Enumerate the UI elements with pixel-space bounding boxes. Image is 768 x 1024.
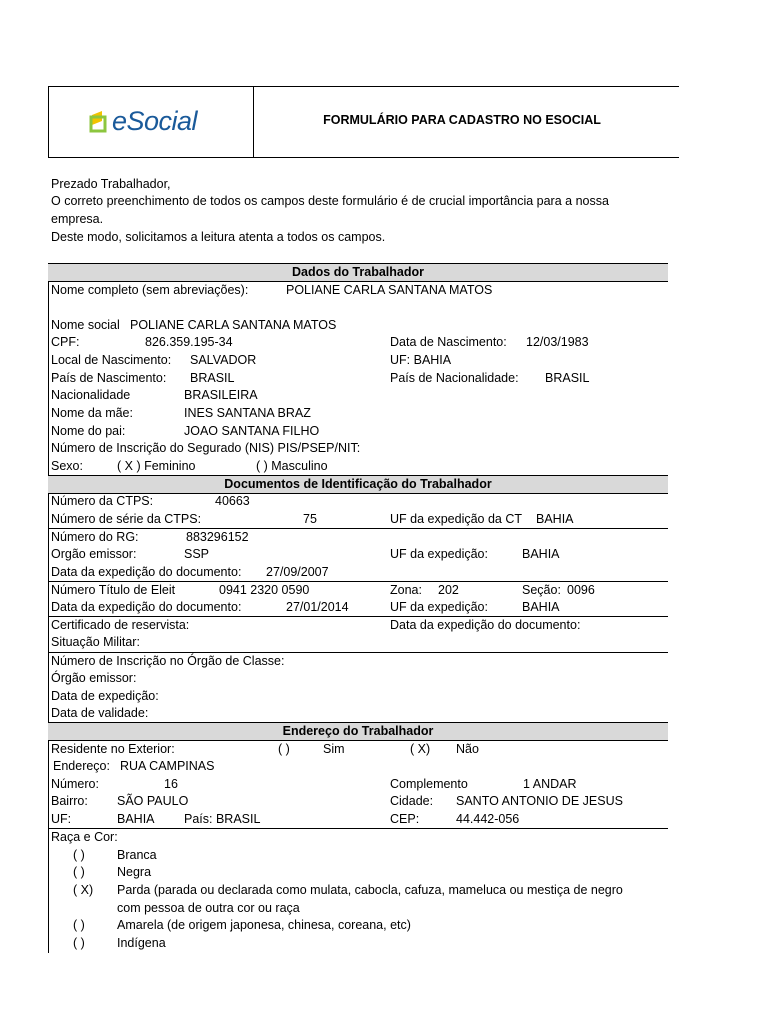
- intro-text-2: empresa.: [51, 212, 104, 226]
- cidade-label: Cidade:: [390, 794, 434, 808]
- titulo-data-value: 27/01/2014: [286, 600, 349, 614]
- cep-value: 44.442-056: [456, 812, 520, 826]
- ctps-uf-value: BAHIA: [536, 512, 574, 526]
- cidade-value: SANTO ANTONIO DE JESUS: [456, 794, 623, 808]
- reservista-data-label: Data da expedição do documento:: [390, 618, 581, 632]
- titulo-data-label: Data da expedição do documento:: [51, 600, 242, 614]
- rg-uf-label: UF da expedição:: [390, 547, 488, 561]
- titulo-value: 0941 2320 0590: [219, 583, 310, 597]
- titulo-uf-value: BAHIA: [522, 600, 560, 614]
- reservista-label: Certificado de reservista:: [51, 618, 190, 632]
- intro-text-3: Deste modo, solicitamos a leitura atenta a todos os campos.: [51, 230, 386, 244]
- nome-social-value: POLIANE CARLA SANTANA MATOS: [130, 318, 337, 332]
- local-nascimento-value: SALVADOR: [190, 353, 257, 367]
- divider: [48, 528, 668, 529]
- zona-value: 202: [438, 583, 459, 597]
- rg-data-value: 27/09/2007: [266, 565, 329, 579]
- titulo-label: Número Título de Eleit: [51, 583, 176, 597]
- pais-nascimento-label: País de Nascimento:: [51, 371, 167, 385]
- titulo-uf-label: UF da expedição:: [390, 600, 488, 614]
- secao-label: Seção:: [522, 583, 561, 597]
- nascimento-label: Data de Nascimento:: [390, 335, 507, 349]
- sexo-label: Sexo:: [51, 459, 83, 473]
- sexo-masculino: ( ) Masculino: [256, 459, 328, 473]
- endereco-value: RUA CAMPINAS: [120, 759, 215, 773]
- esocial-logo: [88, 106, 197, 136]
- raca-option-label: Parda (parada ou declarada como mulata, cabocla, cafuza, mameluca ou mestiça de negro: [117, 883, 623, 897]
- uf-nascimento: UF: BAHIA: [390, 353, 452, 367]
- raca-cor-label: Raça e Cor:: [51, 830, 118, 844]
- sexo-feminino: ( X ) Feminino: [117, 459, 196, 473]
- nacionalidade-value: BRASILEIRA: [184, 388, 258, 402]
- nis-label: Número de Inscrição do Segurado (NIS) PIS/PSEP/NIT:: [51, 441, 361, 455]
- bairro-label: Bairro:: [51, 794, 88, 808]
- uf-label: UF:: [51, 812, 72, 826]
- pais-nacionalidade-label: País de Nacionalidade:: [390, 371, 519, 385]
- orgao-emissor-value: SSP: [184, 547, 210, 561]
- mae-label: Nome da mãe:: [51, 406, 133, 420]
- raca-option-label: Branca: [117, 848, 157, 862]
- nascimento-value: 12/03/1983: [526, 335, 589, 349]
- raca-option-checkbox: ( X): [73, 883, 94, 897]
- pais-label: País: BRASIL: [184, 812, 261, 826]
- ctps-serie-label: Número de série da CTPS:: [51, 512, 202, 526]
- ctps-uf-label: UF da expedição da CT: [390, 512, 523, 526]
- orgao-classe-label: Número de Inscrição no Órgão de Classe:: [51, 654, 285, 668]
- esocial-logo-icon: [88, 109, 112, 133]
- pais-nacionalidade-value: BRASIL: [545, 371, 590, 385]
- exterior-sim-label: Sim: [323, 742, 345, 756]
- local-nascimento-label: Local de Nascimento:: [51, 353, 172, 367]
- ctps-serie-value: 75: [303, 512, 317, 526]
- raca-option-checkbox: ( ): [73, 936, 85, 950]
- exterior-nao-label: Não: [456, 742, 479, 756]
- complemento-label: Complemento: [390, 777, 468, 791]
- form-title: FORMULÁRIO PARA CADASTRO NO ESOCIAL: [323, 113, 601, 127]
- pai-label: Nome do pai:: [51, 424, 126, 438]
- rg-value: 883296152: [186, 530, 249, 544]
- exterior-sim-checkbox: ( ): [278, 742, 290, 756]
- divider: [48, 828, 668, 829]
- ctps-label: Número da CTPS:: [51, 494, 154, 508]
- section-title-dados: Dados do Trabalhador: [48, 263, 668, 282]
- classe-orgao-emissor-label: Órgão emissor:: [51, 671, 137, 685]
- header-divider: [253, 86, 254, 157]
- situacao-militar-label: Situação Militar:: [51, 635, 140, 649]
- greeting: Prezado Trabalhador,: [51, 177, 171, 191]
- orgao-emissor-label: Orgão emissor:: [51, 547, 137, 561]
- classe-expedicao-label: Data de expedição:: [51, 689, 159, 703]
- secao-value: 0096: [567, 583, 595, 597]
- nome-label: Nome completo (sem abreviações):: [51, 283, 249, 297]
- nome-value: POLIANE CARLA SANTANA MATOS: [286, 283, 493, 297]
- endereco-label: Endereço:: [53, 759, 110, 773]
- form-left-border: [48, 263, 49, 953]
- intro-text-1: O correto preenchimento de todos os campos deste formulário é de crucial importância para a nossa: [51, 194, 609, 208]
- cep-label: CEP:: [390, 812, 420, 826]
- logo-text: eSocial: [112, 105, 198, 136]
- exterior-label: Residente no Exterior:: [51, 742, 175, 756]
- mae-value: INES SANTANA BRAZ: [184, 406, 311, 420]
- bairro-value: SÃO PAULO: [117, 794, 189, 808]
- raca-option-checkbox: ( ): [73, 865, 85, 879]
- raca-option-label: Indígena: [117, 936, 166, 950]
- rg-label: Número do RG:: [51, 530, 139, 544]
- raca-option-label-continuation: com pessoa de outra cor ou raça: [117, 901, 300, 915]
- uf-value: BAHIA: [117, 812, 155, 826]
- classe-validade-label: Data de validade:: [51, 706, 149, 720]
- cpf-label: CPF:: [51, 335, 80, 349]
- cpf-value: 826.359.195-34: [145, 335, 233, 349]
- pais-nascimento-value: BRASIL: [190, 371, 235, 385]
- complemento-value: 1 ANDAR: [523, 777, 577, 791]
- raca-option-checkbox: ( ): [73, 918, 85, 932]
- nome-social-label: Nome social: [51, 318, 120, 332]
- section-title-endereco: Endereço do Trabalhador: [48, 722, 668, 741]
- zona-label: Zona:: [390, 583, 422, 597]
- rg-data-label: Data da expedição do documento:: [51, 565, 242, 579]
- rg-uf-value: BAHIA: [522, 547, 560, 561]
- ctps-value: 40663: [215, 494, 250, 508]
- nacionalidade-label: Nacionalidade: [51, 388, 131, 402]
- section-title-documentos: Documentos de Identificação do Trabalhador: [48, 475, 668, 494]
- raca-option-label: Negra: [117, 865, 152, 879]
- exterior-nao-checkbox: ( X): [410, 742, 431, 756]
- raca-option-label: Amarela (de origem japonesa, chinesa, coreana, etc): [117, 918, 411, 932]
- raca-option-checkbox: ( ): [73, 848, 85, 862]
- pai-value: JOAO SANTANA FILHO: [184, 424, 320, 438]
- numero-label: Número:: [51, 777, 99, 791]
- numero-value: 16: [164, 777, 178, 791]
